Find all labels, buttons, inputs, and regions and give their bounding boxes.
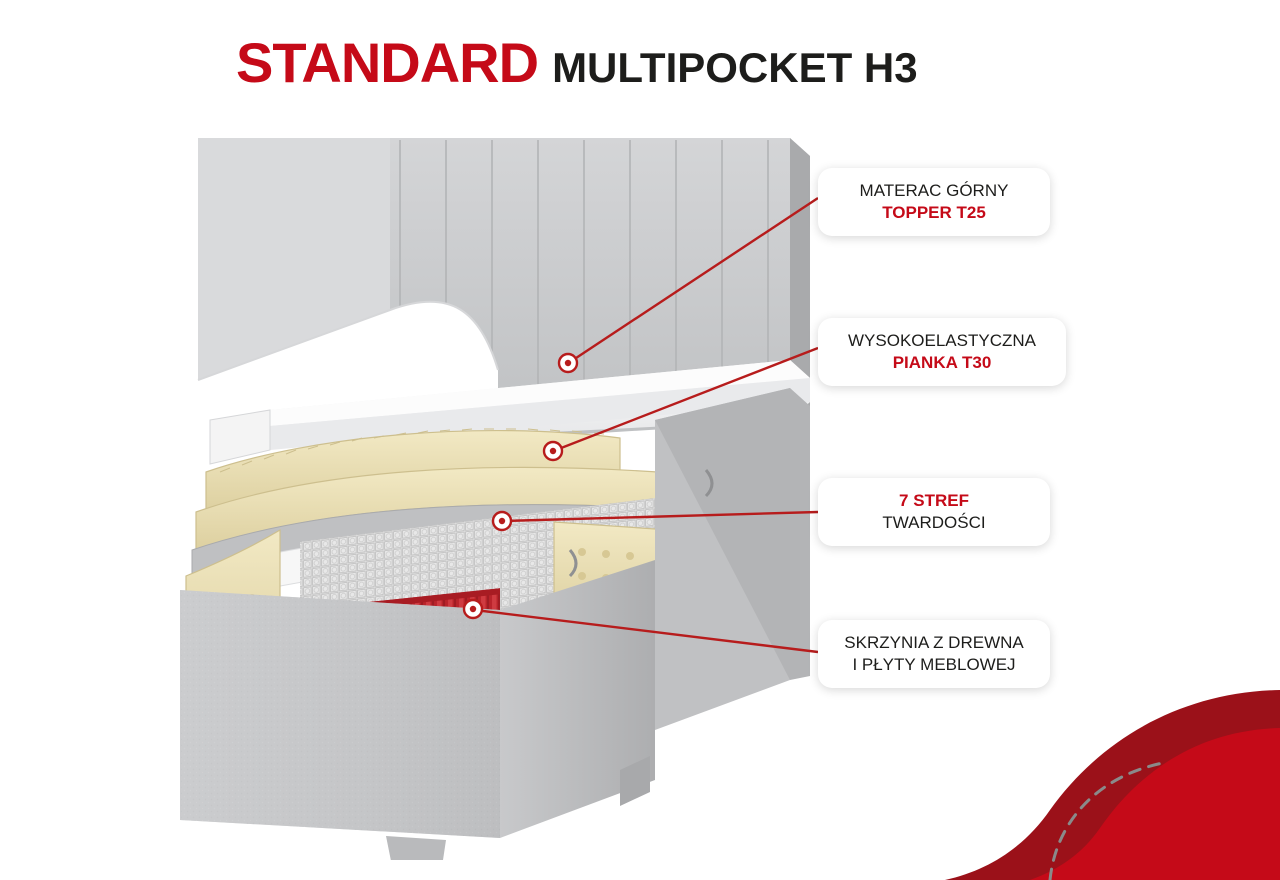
callout-materac-gorny	[818, 168, 1050, 236]
callout-1-line-1: MATERAC GÓRNY	[859, 181, 1009, 200]
callout-1-line-2: TOPPER T25	[882, 202, 986, 222]
callout-4-line-1: SKRZYNIA Z DREWNA	[844, 633, 1024, 652]
title-main: STANDARD	[236, 31, 539, 94]
callout-wysokoelastyczna-pianka	[818, 318, 1066, 386]
callout-2-line-2: PIANKA T30	[892, 352, 992, 372]
callout-3-line-2: TWARDOŚCI	[882, 512, 986, 532]
callout-2-line-1: WYSOKOELASTYCZNA	[848, 331, 1036, 350]
red-swoosh-top-icon	[1040, 0, 1280, 60]
callout-3-line-1: 7 STREF	[899, 491, 969, 510]
title-sub: MULTIPOCKET H3	[552, 44, 918, 91]
page-title	[236, 30, 918, 95]
bed-cutaway-illustration	[150, 120, 850, 860]
callout-skrzynia	[818, 620, 1050, 688]
red-swoosh-bottom-icon	[850, 670, 1280, 880]
callout-strefy-twardosci	[818, 478, 1050, 546]
callout-4-line-2: I PŁYTY MEBLOWEJ	[852, 654, 1016, 674]
